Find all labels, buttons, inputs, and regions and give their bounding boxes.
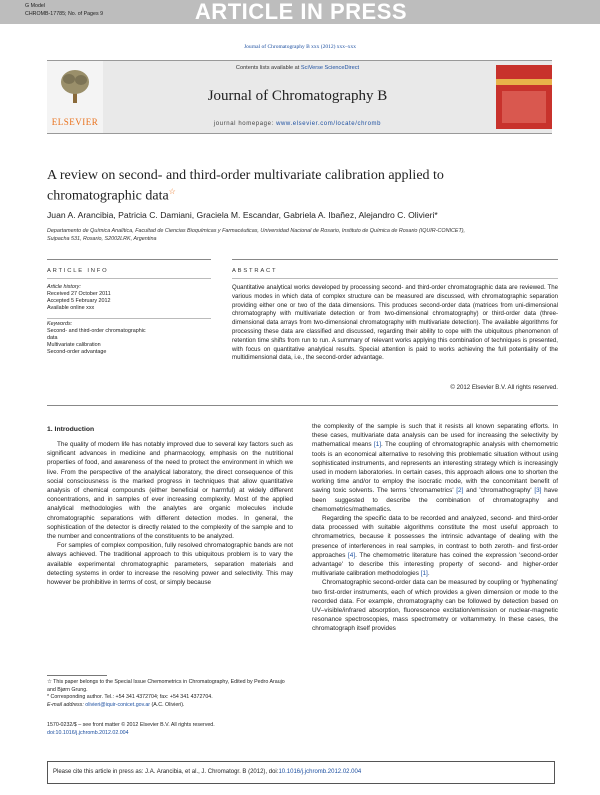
keyword-item: Second- and third-order chromatographic [47, 328, 146, 334]
reference-link[interactable]: [1] [420, 570, 428, 578]
email-footnote: E-mail address: olivieri@iquir-conicet.gov.ar (A.C. Olivieri). [47, 701, 185, 708]
affiliation-line2: Suipacha 531, Rosario, S2002LRK, Argentina [47, 236, 157, 242]
title-footnote: ☆ This paper belongs to the Special Issue Chemometrics in Chromatography, Edited by Pedro Araujo and Bjørn Grung. [47, 679, 285, 693]
accepted-date: Accepted 5 February 2012 [47, 298, 111, 304]
cite-prefix: Please cite this article in press as: J.A. Arancibia, et al., J. Chromatogr. B (2012), doi: [53, 769, 279, 775]
footnote-rule [47, 675, 107, 676]
article-title-line1: A review on second- and third-order multivariate calibration applied to [47, 168, 444, 183]
banner-meta-line1: G Model [25, 3, 46, 9]
publication-info [47, 722, 347, 737]
keyword-item: Second-order advantage [47, 349, 107, 355]
paragraph: the complexity of the sample is such that it resists all known separating efforts. In these cases, multivariate data analysis can be used for increasing the selectivity by mathematical means [1]. The coupling of chromatographic analysis with chemometric tools is an economical alternative to resolving this problematic situation without using sophisticated instruments, and represents an interesting strategy which is increasingly used in modern laboratories. In certain cases, this approach allows one to shorten the working time and/or to employ the isocratic mode, with the concomitant benefit of saving toxic solvents. The terms 'chromametrics' [2] and 'chromathography' [3] have been suggested to describe the combination of chromatography and chemometrics/mathematics. [312, 423, 558, 513]
publisher-logo [47, 61, 103, 133]
keywords-label: Keywords: [47, 321, 73, 327]
abstract-heading: ABSTRACT [232, 268, 278, 274]
footnotes [47, 679, 293, 709]
homepage-prefix: journal homepage: [213, 121, 274, 127]
article-title [47, 168, 557, 205]
article-info-sub-rule [47, 278, 211, 279]
issn-line: 1570-0232/$ – see front matter © 2012 Elsevier B.V. All rights reserved. [47, 722, 215, 728]
article-info-heading: ARTICLE INFO [47, 268, 109, 274]
online-date: Available online xxx [47, 305, 95, 311]
abstract-copyright: © 2012 Elsevier B.V. All rights reserved. [450, 384, 558, 391]
reference-link[interactable]: [3] [534, 487, 542, 495]
body-left-column [47, 440, 293, 587]
reference-link[interactable]: [4] [348, 551, 356, 559]
affiliation-line1: Departamento de Química Analítica, Facultad de Ciencias Bioquímicas y Farmacéuticas, Universidad Nacional de Rosario, Instituto de Química de Rosario (IQUIR-CONICET), [47, 228, 466, 234]
author-names: Juan A. Arancibia, Patricia C. Damiani, Graciela M. Escandar, Gabriela A. Ibañez, Alejandro C. Olivieri [47, 210, 435, 220]
homepage-link[interactable]: www.elsevier.com/locate/chromb [276, 121, 382, 127]
journal-title: Journal of Chromatography B [207, 88, 388, 104]
paragraph: Chromatographic second-order data can be measured by coupling or 'hyphenating' two first-order instruments, each of which provides a given dimension or mode to the recorded data. For example, chromatography can be followed by detection based on UV–visible/infrared absorption, fluorescence excitation/emission or nuclear-magnetic resonance spectroscopies, mass spectrometry or voltammetry. In these cases, the chromatograph itself provides [312, 579, 558, 633]
contents-line [103, 65, 492, 71]
abstract-text: Quantitative analytical works developed by processing second- and third-order chromatographic data are reviewed. The various modes in which data of complex structure can be measured are discussed, with chromatographic separation providing either one or two of the data dimensions. This produces second-order data (matrices from uni-dimensional chromatography with multivariate detection or from two-dimensional chromatography) or third-order data (three-dimensional data arrays from two-dimensional chromatography with multivariate detection). The available algorithms for processing these data are classified and discussed, regarding their ability to cope with the ubiquitous phenomenon of retention time shifts from run to run. A summary of relevant works applying this combination of techniques is presented, with focus on quantitative analytical results. Special attention is paid to works achieving the full potentiality of the multidimensional data, i.e., the second-order advantage. [232, 284, 558, 362]
keywords [47, 321, 211, 356]
keyword-item-cont: data [47, 335, 58, 341]
banner-meta-line2: CHROMB-17785; No. of Pages 9 [25, 11, 104, 17]
journal-homepage [103, 121, 492, 127]
author-list [47, 210, 567, 220]
sciencedirect-link[interactable]: SciVerse ScienceDirect [300, 65, 360, 71]
journal-masthead [47, 60, 552, 134]
body-right-column [312, 422, 558, 634]
article-info-top-rule [47, 259, 211, 260]
paragraph: Regarding the specific data to be recorded and analyzed, second- and third-order data processed with suitable algorithms constitute the most useful approach to chromametrics, because it possesses the intrinsic advantage of dealing with the presence of interferences in real samples, in contrast to both zeroth- and first-order approaches [4]. The chemometric literature has coined the expression 'second-order advantage' to describe this interesting property of second- and higher-order multivariate calibration methodologies [1]. [312, 515, 558, 578]
journal-cover-thumbnail [496, 65, 552, 129]
corresponding-mark[interactable]: * [434, 210, 438, 220]
banner-label: ARTICLE IN PRESS [194, 0, 408, 24]
reference-link[interactable]: [1] [373, 441, 382, 449]
publisher-name: ELSEVIER [51, 117, 99, 127]
paragraph: The quality of modern life has notably improved due to several key factors such as significant advances in medicine and pharmacology, emphasis on the nutritional properties of food, and awareness of the need to protect the environment in which we live. From the perspective of the analytical laboratory, the direct consequence of this social consciousness is the marked progress in techniques that allow quantitative analysis of chemical compounds (either beneficial or harmful) at widely different concentrations, and in samples of ever increasing complexity. Most of the applied analytical methodologies with the analytes are organic molecules include chromatographic separations with different detection modes. In general, the sophistication of the detector is directly related to the complexity of the sample and to the number and concentrations of the constituents to be analyzed. [47, 441, 293, 541]
keywords-rule [47, 318, 211, 319]
journal-citation: Journal of Chromatography B xxx (2012) xxx–xxx [243, 44, 357, 50]
corresponding-footnote: * Corresponding author. Tel.: +54 341 4372704; fax: +54 341 4372704. [47, 694, 213, 701]
paragraph: For samples of complex composition, fully resolved chromatographic bands are not always achieved. The traditional approach to this ubiquitous problem is to vary the available experimental chromatographic parameters, separation materials and detecting systems in order to increase the resolving power and selectivity. This may however be prohibitive in terms of cost, or simply because [47, 542, 293, 587]
contents-prefix: Contents lists available at [235, 65, 300, 71]
article-history [47, 284, 211, 312]
history-label: Article history: [47, 284, 81, 290]
affiliation [47, 227, 557, 243]
doi-link[interactable]: doi:10.1016/j.jchromb.2012.02.004 [47, 729, 129, 736]
abstract-top-rule [232, 259, 558, 260]
reference-link[interactable]: [2] [456, 487, 464, 495]
elsevier-tree-icon [59, 69, 91, 105]
received-date: Received 27 October 2011 [47, 291, 111, 297]
front-matter-bottom-rule [47, 405, 558, 406]
section-heading-introduction: 1. Introduction [47, 426, 95, 433]
keyword-item: Multivariate calibration [47, 342, 101, 348]
article-in-press-banner [0, 0, 600, 24]
article-title-line2: chromatographic data [47, 188, 169, 204]
cite-this-article-box [47, 761, 555, 784]
cite-doi-link[interactable]: 10.1016/j.jchromb.2012.02.004 [278, 769, 362, 775]
title-footnote-mark[interactable]: ☆ [168, 187, 176, 196]
abstract-sub-rule [232, 278, 558, 279]
email-link[interactable]: olivieri@iquir-conicet.gov.ar [85, 701, 151, 708]
